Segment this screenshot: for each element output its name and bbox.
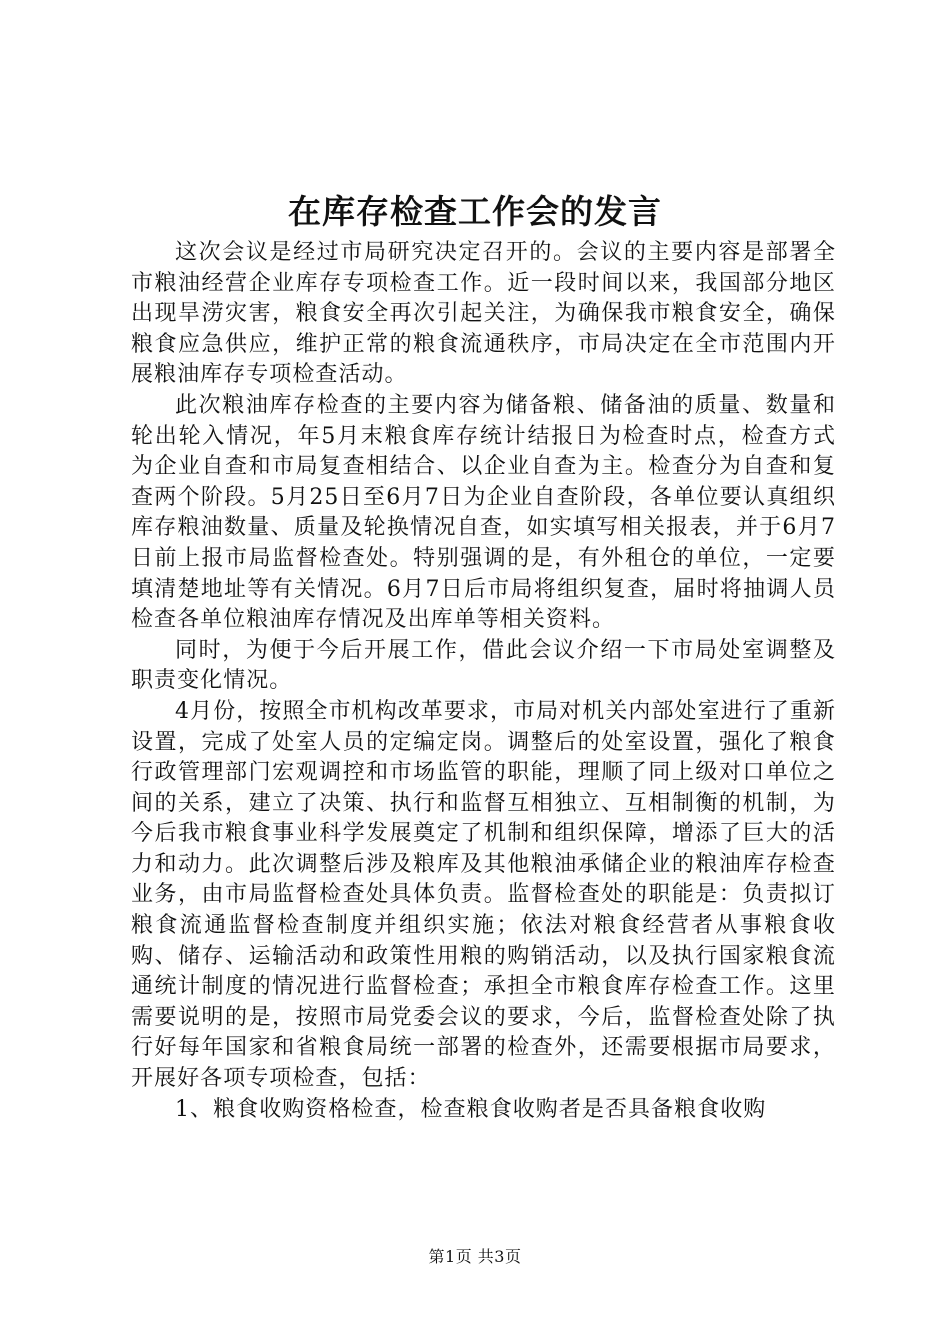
paragraph-3: 同时，为便于今后开展工作，借此会议介绍一下市局处室调整及职责变化情况。 bbox=[131, 637, 836, 694]
paragraph-5: 1、粮食收购资格检查，检查粮食收购者是否具备粮食收购 bbox=[175, 1096, 767, 1122]
document-title: 在库存检查工作会的发言 bbox=[288, 192, 662, 231]
paragraph-2: 此次粮油库存检查的主要内容为储备粮、储备油的质量、数量和轮出轮入情况，年5月末粮食库存统计结报日为检查时点，检查方式为企业自查和市局复查相结合、以企业自查为主。检查分为自查和复查两个阶段。5月25日至6月7日为企业自查阶段，各单位要认真组织库存粮油数量、质量及轮换情况自查，如实填写相关报表，并于6月7日前上报市局监督检查处。特别强调的是，有外租仓的单位，一定要填清楚地址等有关情况。6月7日后市局将组织复查，届时将抽调人员检查各单位粮油库存情况及出库单等相关资料。 bbox=[131, 392, 836, 633]
page-footer: 第1页 共3页 bbox=[428, 1247, 522, 1266]
paragraph-1: 这次会议是经过市局研究决定召开的。会议的主要内容是部署全市粮油经营企业库存专项检查工作。近一段时间以来，我国部分地区出现旱涝灾害，粮食安全再次引起关注，为确保我市粮食安全，确保粮食应急供应，维护正常的粮食流通秩序，市局决定在全市范围内开展粮油库存专项检查活动。 bbox=[131, 240, 836, 388]
document-body bbox=[131, 238, 836, 1125]
paragraph-4: 4月份，按照全市机构改革要求，市局对机关内部处室进行了重新设置，完成了处室人员的定编定岗。调整后的处室设置，强化了粮食行政管理部门宏观调控和市场监管的职能，理顺了同上级对口单位之间的关系，建立了决策、执行和监督互相独立、互相制衡的机制，为今后我市粮食事业科学发展奠定了机制和组织保障，增添了巨大的活力和动力。此次调整后涉及粮库及其他粮油承储企业的粮油库存检查业务，由市局监督检查处具体负责。监督检查处的职能是：负责拟订粮食流通监督检查制度并组织实施；依法对粮食经营者从事粮食收购、储存、运输活动和政策性用粮的购销活动，以及执行国家粮食流通统计制度的情况进行监督检查；承担全市粮食库存检查工作。这里需要说明的是，按照市局党委会议的要求，今后，监督检查处除了执行好每年国家和省粮食局统一部署的检查外，还需要根据市局要求，开展好各项专项检查，包括： bbox=[131, 698, 836, 1092]
